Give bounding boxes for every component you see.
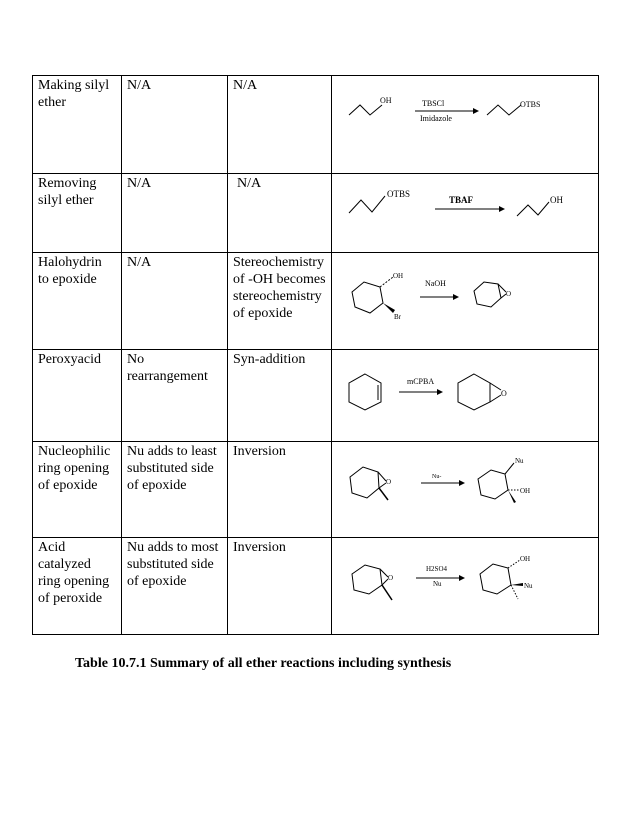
nucleophile-label: Nu [515, 457, 524, 465]
reaction-scheme-cell [332, 538, 599, 635]
epoxide-oxygen-label: O [501, 389, 507, 398]
epoxidation-scheme [337, 351, 604, 440]
stereochemistry-cell: Inversion [228, 442, 332, 538]
nucleophile-reagent-label: Nu- [432, 474, 442, 480]
reaction-name-cell: Making silyl ether [33, 76, 122, 174]
table-row [33, 442, 599, 538]
hydroxyl-label: OH [520, 487, 531, 495]
reaction-scheme-cell [332, 174, 599, 253]
stereochemistry-cell: Inversion [228, 538, 332, 635]
stereochemistry-cell: Syn-addition [228, 350, 332, 442]
reagent-label: Imidazole [420, 114, 452, 123]
epoxide-oxygen-label: O [506, 290, 512, 298]
stereochemistry-cell: N/A [228, 76, 332, 174]
acid-reagent-label: H2SO4 [426, 565, 448, 573]
table-row [33, 76, 599, 174]
rearrangement-cell: Nu adds to least substituted side of epoxide [122, 442, 228, 538]
stereochemistry-cell: N/A [228, 174, 332, 253]
silyl-ether-label: OTBS [387, 189, 411, 199]
hydroxyl-label: OH [550, 195, 563, 205]
epoxide-oxygen-label: O [386, 478, 392, 486]
rearrangement-cell: Nu adds to most substituted side of epoxide [122, 538, 228, 635]
nucleophile-label: Nu [524, 582, 533, 590]
nucleophilic-epoxide-opening-scheme [337, 443, 604, 536]
rearrangement-cell: N/A [122, 174, 228, 253]
silyl-ether-formation-scheme [337, 77, 604, 172]
rearrangement-cell: N/A [122, 76, 228, 174]
reaction-scheme-cell [332, 76, 599, 174]
table-caption: Table 10.7.1 Summary of all ether reactions including synthesis [75, 656, 452, 671]
rearrangement-cell: N/A [122, 253, 228, 350]
ether-reactions-table [32, 75, 599, 635]
reagent-label: mCPBA [407, 377, 435, 386]
acid-catalyzed-epoxide-opening-scheme [337, 539, 604, 633]
table-row [33, 174, 599, 253]
silyl-ether-label: OTBS [520, 100, 541, 109]
hydroxyl-label: OH [393, 272, 404, 280]
stereochemistry-cell: Stereochemistry of -OH becomes stereochemistry of epoxide [228, 253, 332, 350]
reagent-label: NaOH [425, 279, 446, 288]
reaction-name-cell: Removing silyl ether [33, 174, 122, 253]
table-row [33, 538, 599, 635]
hydroxyl-label: OH [520, 555, 531, 563]
epoxide-oxygen-label: O [388, 574, 394, 582]
halohydrin-to-epoxide-scheme [337, 254, 604, 348]
bromine-label: Br [394, 313, 401, 321]
rearrangement-cell: No rearrangement [122, 350, 228, 442]
reaction-name-cell: Halohydrin to epoxide [33, 253, 122, 350]
nucleophile-reagent-label: Nu [433, 580, 442, 588]
reaction-scheme-cell [332, 350, 599, 442]
hydroxyl-label: OH [380, 96, 392, 105]
reaction-name-cell: Nucleophilic ring opening of epoxide [33, 442, 122, 538]
table-row [33, 253, 599, 350]
reaction-scheme-cell [332, 442, 599, 538]
reagent-label: TBSCl [422, 99, 445, 108]
silyl-ether-removal-scheme [337, 175, 604, 251]
reaction-name-cell: Peroxyacid [33, 350, 122, 442]
reaction-scheme-cell [332, 253, 599, 350]
reaction-name-cell: Acid catalyzed ring opening of peroxide [33, 538, 122, 635]
reagent-label: TBAF [449, 195, 474, 205]
table-row [33, 350, 599, 442]
